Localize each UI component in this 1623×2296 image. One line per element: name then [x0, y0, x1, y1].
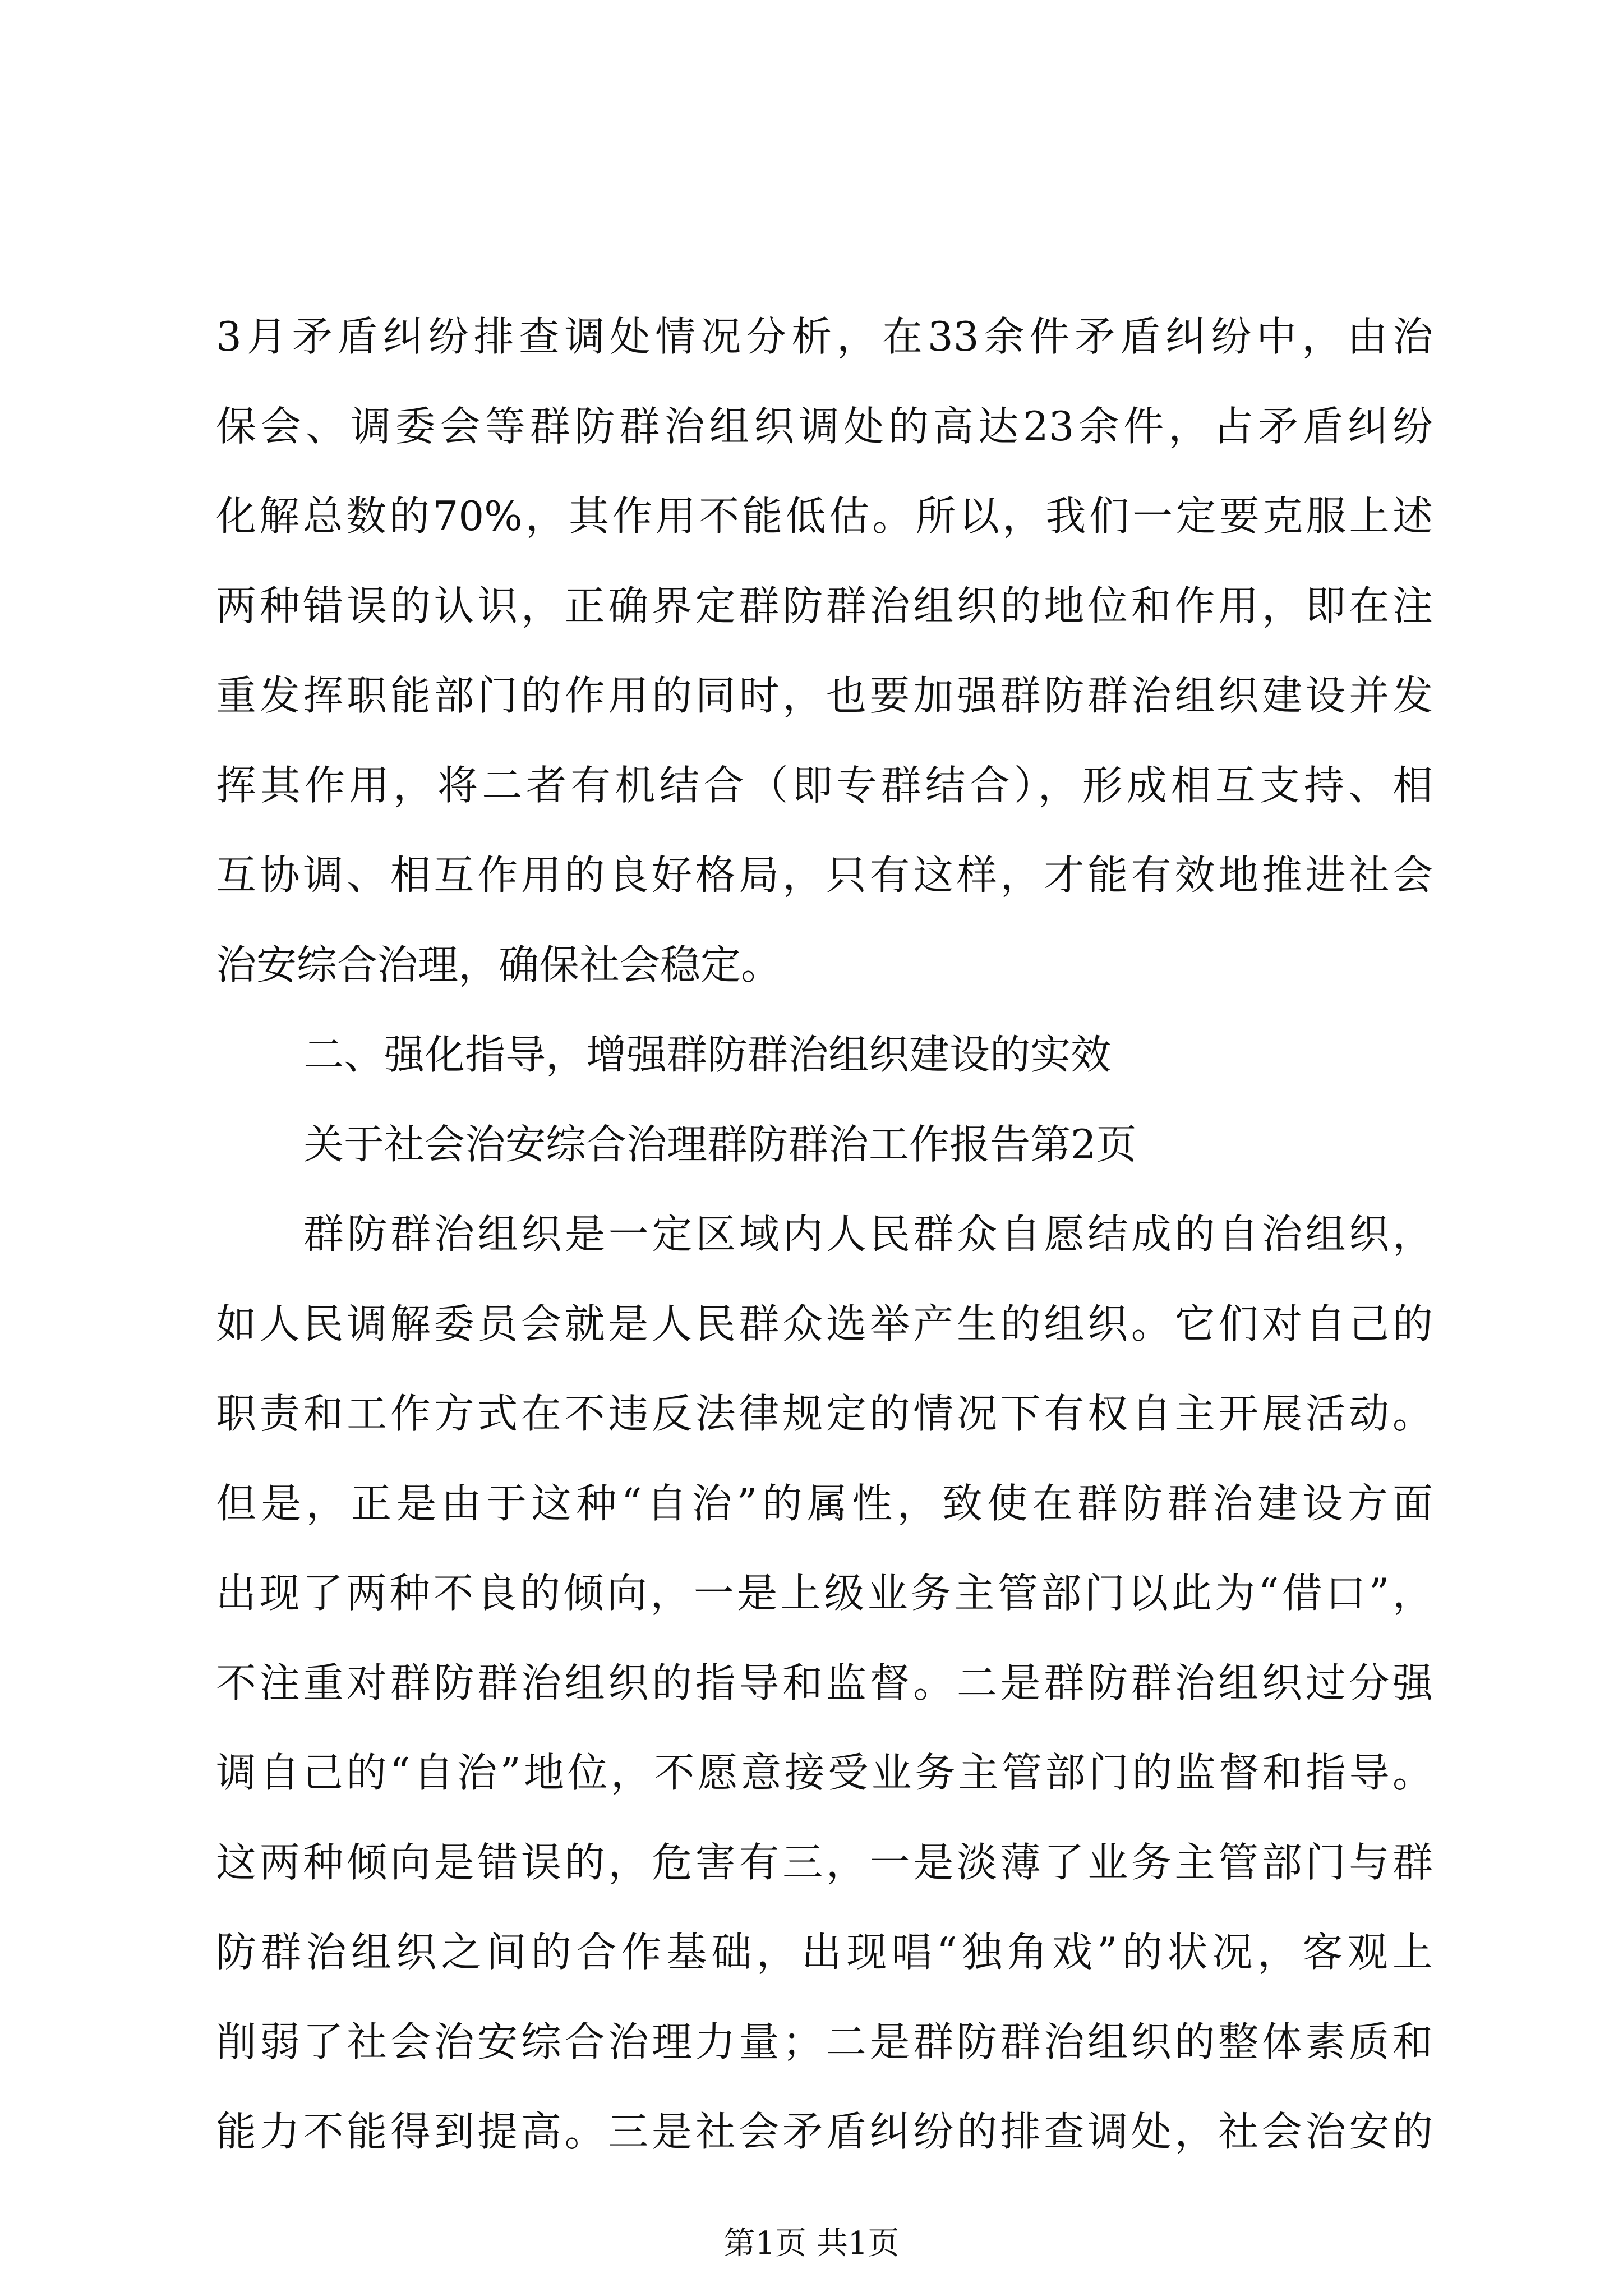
paragraph-1-line-2: 保会、调委会等群防群治组织调处的高达23余件，占矛盾纠纷	[216, 403, 1433, 450]
paragraph-2-line-11: 能力不能得到提高。三是社会矛盾纠纷的排查调处，社会治安的	[216, 2108, 1433, 2155]
paragraph-2-line-9: 防群治组织之间的合作基础，出现唱“独角戏”的状况，客观上	[216, 1929, 1433, 1976]
paragraph-1-line-6: 挥其作用，将二者有机结合（即专群结合），形成相互支持、相	[216, 762, 1433, 809]
paragraph-2-line-7: 调自己的“自治”地位，不愿意接受业务主管部门的监督和指导。	[216, 1749, 1433, 1796]
paragraph-1-line-4: 两种错误的认识，正确界定群防群治组织的地位和作用，即在注	[216, 582, 1433, 629]
paragraph-2-line-8: 这两种倾向是错误的，危害有三，一是淡薄了业务主管部门与群	[216, 1839, 1433, 1886]
paragraph-1-line-3: 化解总数的70%，其作用不能低估。所以，我们一定要克服上述	[216, 493, 1433, 540]
paragraph-1-line-5: 重发挥职能部门的作用的同时，也要加强群防群治组织建设并发	[216, 672, 1433, 719]
section-heading: 二、强化指导，增强群防群治组织建设的实效	[303, 1031, 1112, 1078]
paragraph-2-line-10: 削弱了社会治安综合治理力量；二是群防群治组织的整体素质和	[216, 2018, 1433, 2065]
paragraph-2-line-2: 如人民调解委员会就是人民群众选举产生的组织。它们对自己的	[216, 1300, 1433, 1347]
paragraph-1-line-1: 3月矛盾纠纷排查调处情况分析，在33余件矛盾纠纷中，由治	[216, 313, 1433, 360]
paragraph-2-line-5: 出现了两种不良的倾向，一是上级业务主管部门以此为“借口”，	[216, 1570, 1433, 1617]
paragraph-2-line-3: 职责和工作方式在不违反法律规定的情况下有权自主开展活动。	[216, 1390, 1433, 1437]
paragraph-2-line-1: 群防群治组织是一定区域内人民群众自愿结成的自治组织，	[303, 1211, 1433, 1258]
page-footer: 第1页 共1页	[723, 2225, 900, 2262]
page-title-line: 关于社会治安综合治理群防群治工作报告第2页	[303, 1121, 1137, 1168]
paragraph-2-line-4: 但是，正是由于这种“自治”的属性，致使在群防群治建设方面	[216, 1480, 1433, 1527]
paragraph-1-line-7: 互协调、相互作用的良好格局，只有这样，才能有效地推进社会	[216, 852, 1433, 899]
paragraph-2-line-6: 不注重对群防群治组织的指导和监督。二是群防群治组织过分强	[216, 1659, 1433, 1706]
paragraph-1-line-8: 治安综合治理，确保社会稳定。	[216, 941, 782, 988]
